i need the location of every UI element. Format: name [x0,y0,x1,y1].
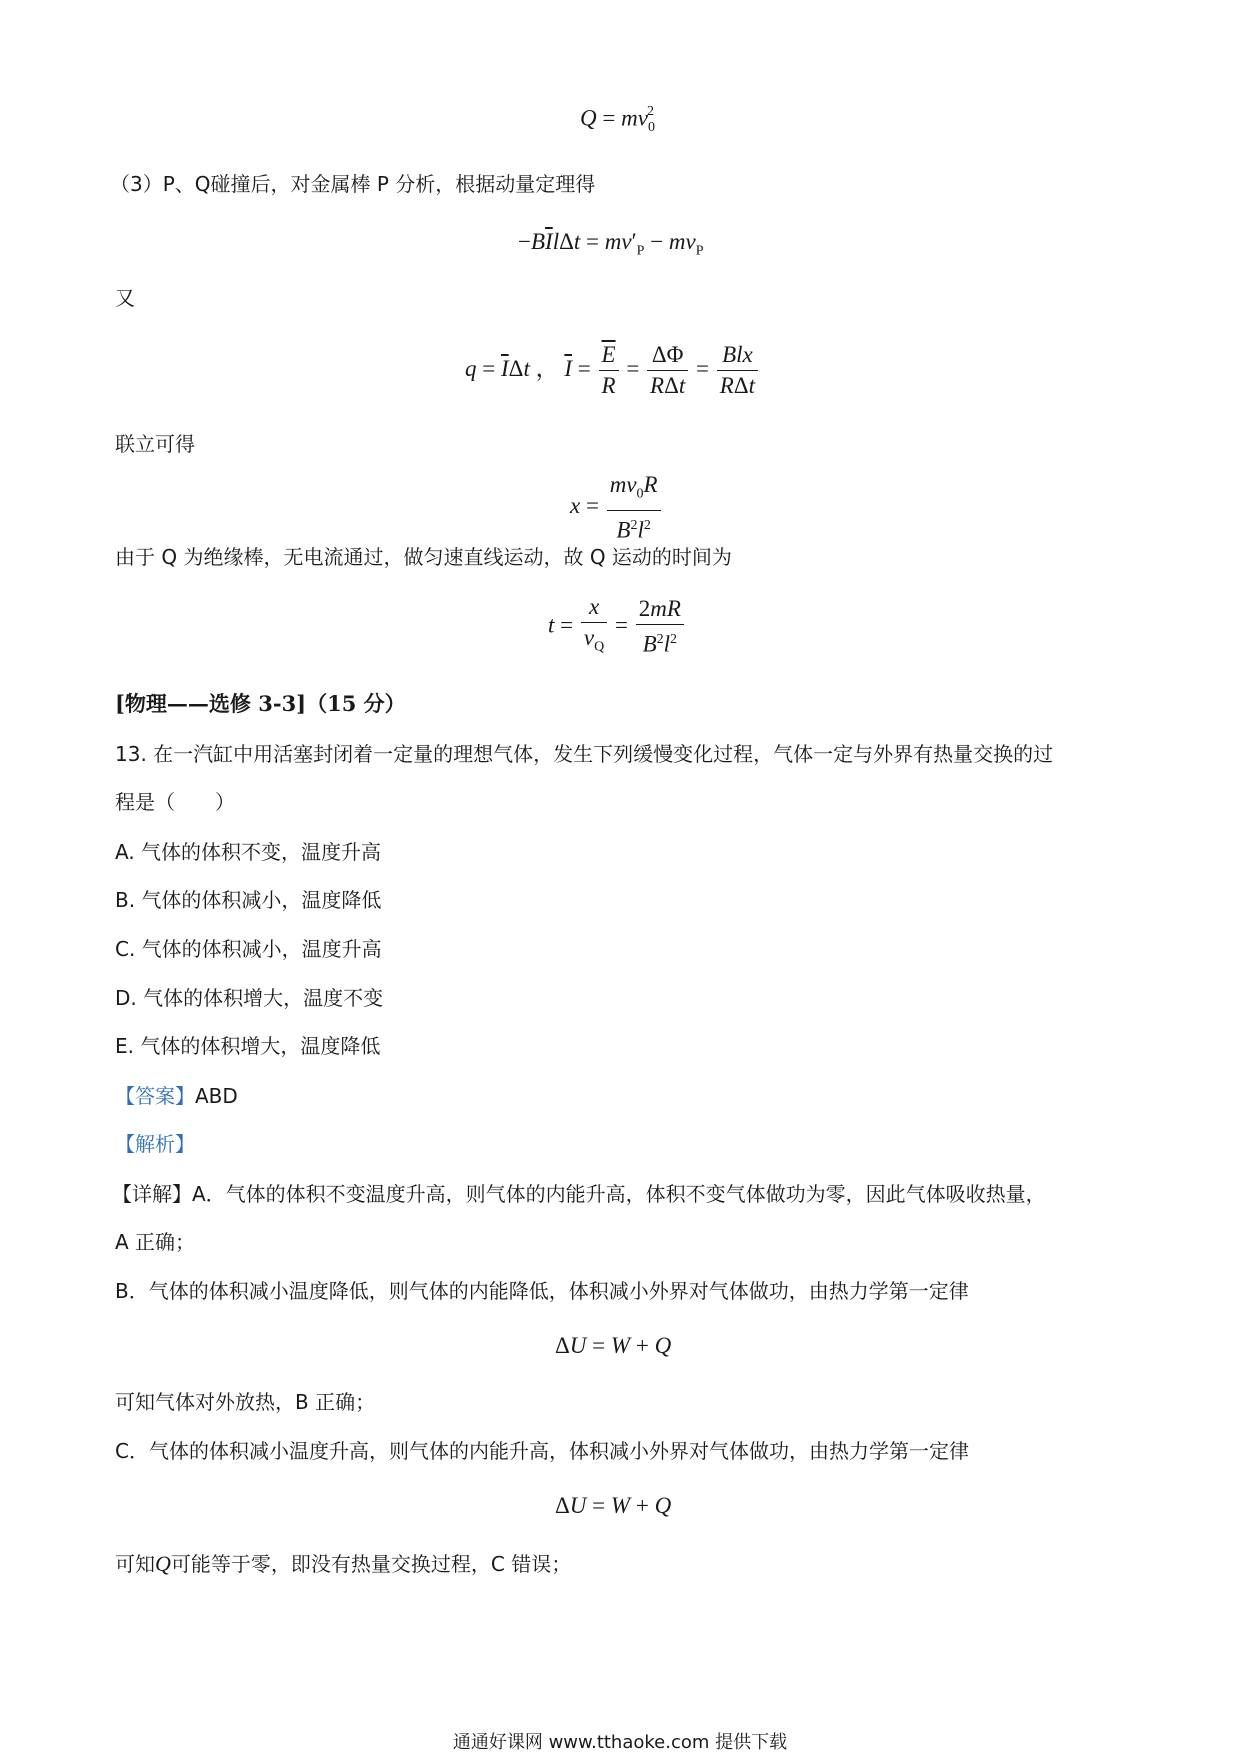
detail-line1: 【详解】A．气体的体积不变温度升高，则气体的内能升高，体积不变气体做功为零，因此气体吸收热量， [112,1182,1046,1206]
text-lianli: 联立可得 [115,432,195,456]
equation-heat: $Q = mv_0^2$ [580,104,655,136]
fraction-x-over-vq: $\frac{x}{v_Q}$ [581,592,607,663]
detail-line6 [115,1550,571,1578]
detail-line2: A 正确； [115,1230,196,1254]
detail-line4: 可知气体对外放热，B 正确； [115,1390,376,1414]
detail-line6-b: 可能等于零，即没有热量交换过程，C 错误； [170,1552,572,1576]
section-heading: [物理——选修 3-3]（15 分） [115,691,406,716]
fraction-time: $\frac{2mR}{B^2l^2}$ [636,594,684,660]
equation-first-law-2: ΔU = W + Q [555,1493,672,1518]
text-you: 又 [115,286,135,310]
answer-label: 【答案】 [115,1084,195,1108]
answer [115,1082,238,1110]
page-footer: 通通好课网 www.tthaoke.com 提供下载 [452,1732,788,1753]
question-line2: 程是（ ） [115,790,235,814]
equation-displacement: x = $\frac{mv_0R}{B^2l^2}$ [570,470,663,545]
equation-momentum: $-B\overline{I}l\Delta t = mv'_P - mv_P$ [518,229,704,259]
part3-intro: （3）P、Q碰撞后，对金属棒 P 分析，根据动量定理得 [110,172,596,196]
question-line1: 13. 在一汽缸中用活塞封闭着一定量的理想气体，发生下列缓慢变化过程，气体一定与外界有热量交换的过 [115,742,1054,766]
fraction-e-over-r: $\frac{\overline{E}}{R}$ [599,340,619,401]
detail-line5: C．气体的体积减小温度升高，则气体的内能升高，体积减小外界对气体做功，由热力学第一定律 [115,1439,969,1463]
detail-line6-q: Q [155,1551,171,1576]
option-a: A. 气体的体积不变，温度升高 [115,840,382,864]
option-c: C. 气体的体积减小，温度升高 [115,937,382,961]
fraction-flux: $\frac{\Delta\Phi}{\text{RΔt}}$ [647,340,688,401]
equation-first-law-1: ΔU = W + Q [555,1333,672,1358]
detail-line3: B．气体的体积减小温度降低，则气体的内能降低，体积减小外界对气体做功，由热力学第一定律 [115,1279,969,1303]
option-b: B. 气体的体积减小，温度降低 [115,888,382,912]
fraction-blx: $\frac{\text{Blx}}{\text{RΔt}}$ [717,340,758,401]
fraction-x: $\frac{mv_0R}{B^2l^2}$ [607,470,661,545]
equation-time: t = $\frac{x}{v_Q}$ = $\frac{2mR}{B^2l^2}$ [548,592,686,663]
q-note: 由于 Q 为绝缘棒，无电流通过，做匀速直线运动，故 Q 运动的时间为 [115,545,732,569]
answer-value: ABD [195,1084,238,1108]
option-d: D. 气体的体积增大，温度不变 [115,986,384,1010]
detail-line6-a: 可知 [115,1552,155,1576]
analysis-label: 【解析】 [115,1132,195,1156]
equation-charge: $q = \overline{I}\Delta t$ ， $\overline{I}$ = $\frac{\overline{E}}{R}$ = $\frac{\Delta\Phi}{\text{RΔt}}$ = $\frac{\text{Blx}}{\text{RΔt}}$ [465,340,760,401]
option-e: E. 气体的体积增大，温度降低 [115,1034,381,1058]
